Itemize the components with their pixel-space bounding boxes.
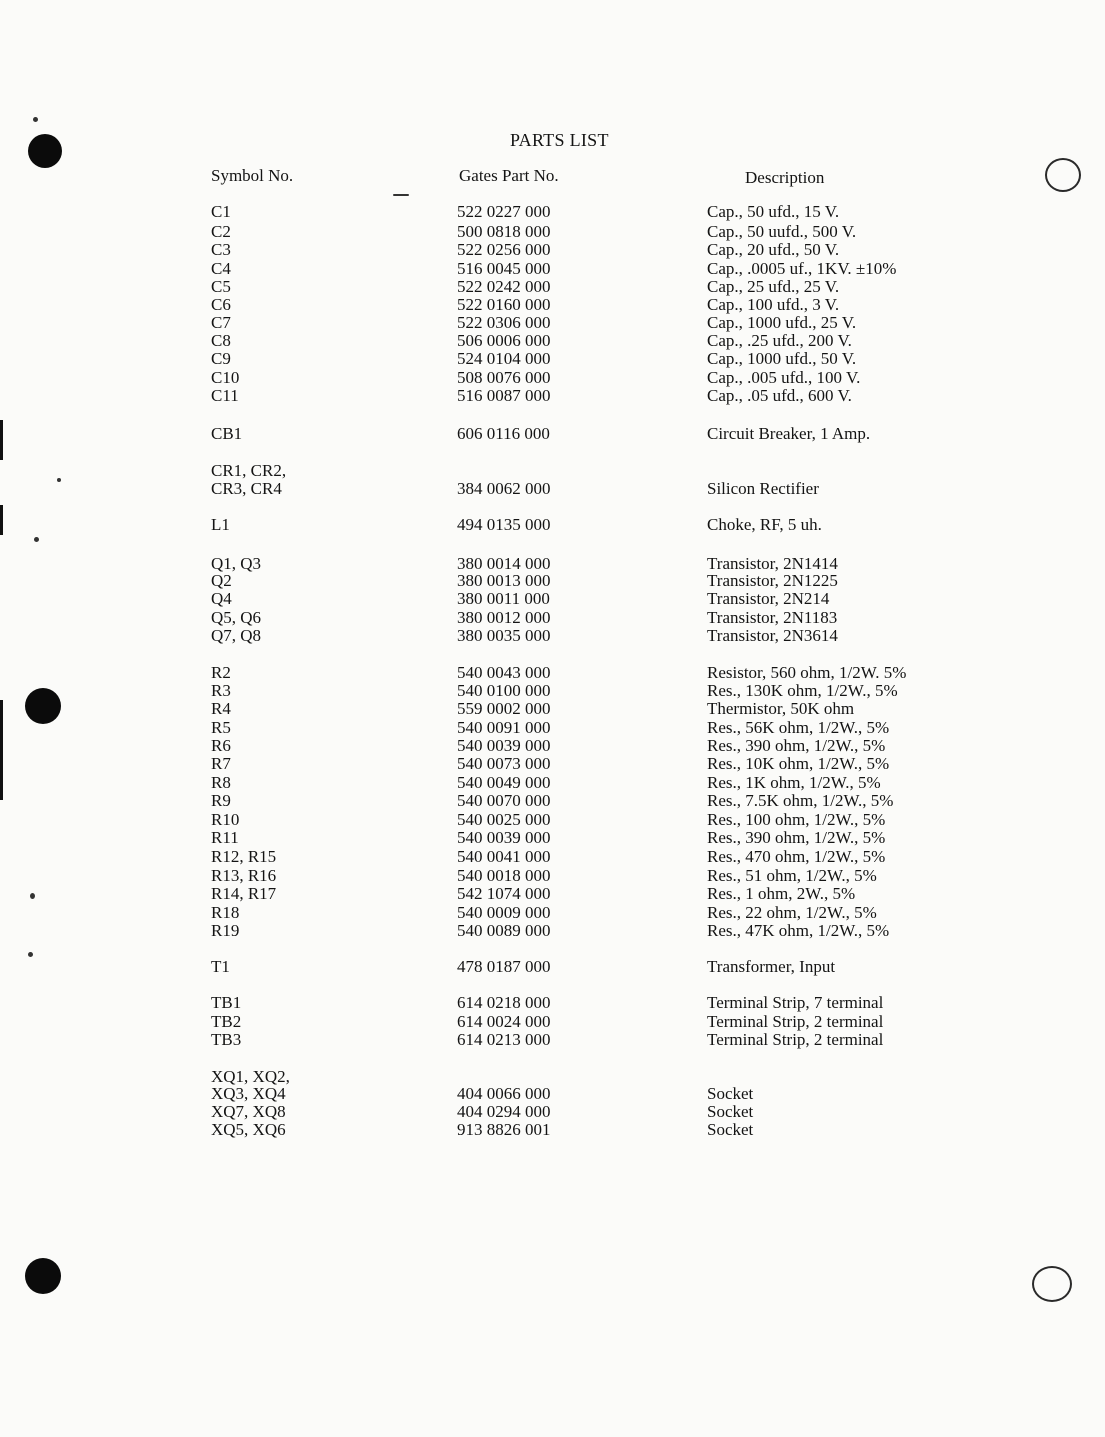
table-row	[0, 349, 1105, 368]
column-header-symbol: Symbol No.	[211, 166, 294, 185]
table-row	[0, 1084, 1105, 1103]
symbol-cell: R10	[211, 810, 240, 829]
table-row	[0, 791, 1105, 810]
description-cell: Res., 390 ohm, 1/2W., 5%	[707, 828, 886, 847]
description-cell: Cap., 50 uufd., 500 V.	[707, 222, 857, 241]
symbol-cell: XQ5, XQ6	[211, 1120, 286, 1139]
symbol-cell: T1	[211, 957, 230, 976]
part-number-cell: 913 8826 001	[457, 1120, 551, 1139]
symbol-cell: R11	[211, 828, 239, 847]
table-row	[0, 202, 1105, 221]
symbol-cell: R12, R15	[211, 847, 277, 866]
table-row	[0, 847, 1105, 866]
part-number-cell: 540 0073 000	[457, 754, 551, 773]
description-cell: Terminal Strip, 7 terminal	[707, 993, 884, 1012]
symbol-cell: XQ1, XQ2,	[211, 1067, 290, 1086]
part-number-cell: 516 0087 000	[457, 386, 551, 405]
table-row	[0, 718, 1105, 737]
symbol-cell: Q2	[211, 571, 232, 590]
part-number-cell: 506 0006 000	[457, 331, 551, 350]
part-number-cell: 508 0076 000	[457, 368, 551, 387]
description-cell: Cap., 1000 ufd., 25 V.	[707, 313, 857, 332]
description-cell: Cap., 20 ufd., 50 V.	[707, 240, 840, 259]
part-number-cell: 540 0089 000	[457, 921, 551, 940]
description-cell: Transformer, Input	[707, 957, 836, 976]
part-number-cell: 494 0135 000	[457, 515, 551, 534]
symbol-cell: CR3, CR4	[211, 479, 282, 498]
description-cell: Terminal Strip, 2 terminal	[707, 1012, 884, 1031]
table-row	[0, 222, 1105, 241]
symbol-cell: R14, R17	[211, 884, 277, 903]
table-row	[0, 773, 1105, 792]
description-cell: Res., 100 ohm, 1/2W., 5%	[707, 810, 886, 829]
description-cell: Cap., 25 ufd., 25 V.	[707, 277, 840, 296]
symbol-cell: C5	[211, 277, 231, 296]
symbol-cell: TB2	[211, 1012, 242, 1031]
symbol-cell: Q1, Q3	[211, 554, 262, 573]
description-cell: Socket	[707, 1102, 754, 1121]
symbol-cell: CR1, CR2,	[211, 461, 287, 480]
symbol-cell: C1	[211, 202, 231, 221]
part-number-cell: 380 0013 000	[457, 571, 551, 590]
table-row	[0, 295, 1105, 314]
symbol-cell: R2	[211, 663, 231, 682]
description-cell: Res., 47K ohm, 1/2W., 5%	[707, 921, 890, 940]
symbol-cell: C7	[211, 313, 231, 332]
part-number-cell: 380 0012 000	[457, 608, 551, 627]
table-row	[0, 240, 1105, 259]
table-row	[0, 589, 1105, 608]
part-number-cell: 614 0024 000	[457, 1012, 551, 1031]
part-number-cell: 404 0294 000	[457, 1102, 551, 1121]
symbol-cell: L1	[211, 515, 230, 534]
column-header-part-number: Gates Part No.	[459, 166, 559, 185]
part-number-cell: 380 0035 000	[457, 626, 551, 645]
part-number-cell: 540 0091 000	[457, 718, 551, 737]
part-number-cell: 540 0100 000	[457, 681, 551, 700]
symbol-cell: C3	[211, 240, 231, 259]
symbol-cell: C11	[211, 386, 239, 405]
description-cell: Choke, RF, 5 uh.	[707, 515, 822, 534]
part-number-cell: 540 0041 000	[457, 847, 551, 866]
part-number-cell: 540 0018 000	[457, 866, 551, 885]
symbol-cell: R3	[211, 681, 231, 700]
symbol-cell: R18	[211, 903, 240, 922]
description-cell: Res., 470 ohm, 1/2W., 5%	[707, 847, 886, 866]
table-row	[0, 571, 1105, 590]
description-cell: Cap., 1000 ufd., 50 V.	[707, 349, 857, 368]
part-number-cell: 614 0213 000	[457, 1030, 551, 1049]
part-number-cell: 540 0043 000	[457, 663, 551, 682]
description-cell: Res., 1K ohm, 1/2W., 5%	[707, 773, 881, 792]
part-number-cell: 559 0002 000	[457, 699, 551, 718]
symbol-cell: TB1	[211, 993, 242, 1012]
table-row	[0, 1012, 1105, 1031]
description-cell: Res., 10K ohm, 1/2W., 5%	[707, 754, 890, 773]
description-cell: Res., 51 ohm, 1/2W., 5%	[707, 866, 877, 885]
description-cell: Transistor, 2N1225	[707, 571, 838, 590]
table-row	[0, 884, 1105, 903]
description-cell: Res., 7.5K ohm, 1/2W., 5%	[707, 791, 894, 810]
table-row	[0, 608, 1105, 627]
description-cell: Res., 1 ohm, 2W., 5%	[707, 884, 856, 903]
table-row	[0, 331, 1105, 350]
table-row	[0, 903, 1105, 922]
symbol-cell: XQ3, XQ4	[211, 1084, 286, 1103]
description-cell: Cap., .005 ufd., 100 V.	[707, 368, 861, 387]
part-number-cell: 540 0049 000	[457, 773, 551, 792]
table-row	[0, 1120, 1105, 1139]
symbol-cell: C6	[211, 295, 231, 314]
description-cell: Transistor, 2N1183	[707, 608, 838, 627]
table-row	[0, 386, 1105, 405]
symbol-cell: CB1	[211, 424, 243, 443]
description-cell: Transistor, 2N3614	[707, 626, 838, 645]
description-cell: Socket	[707, 1120, 754, 1139]
part-number-cell: 542 1074 000	[457, 884, 551, 903]
symbol-cell: XQ7, XQ8	[211, 1102, 286, 1121]
table-row	[0, 479, 1105, 498]
symbol-cell: R8	[211, 773, 231, 792]
symbol-cell: C2	[211, 222, 231, 241]
symbol-cell: R7	[211, 754, 231, 773]
description-cell: Silicon Rectifier	[707, 479, 819, 498]
part-number-cell: 500 0818 000	[457, 222, 551, 241]
part-number-cell: 478 0187 000	[457, 957, 551, 976]
table-row	[0, 277, 1105, 296]
table-row	[0, 663, 1105, 682]
symbol-cell: R6	[211, 736, 231, 755]
part-number-cell: 380 0014 000	[457, 554, 551, 573]
part-number-cell: 380 0011 000	[457, 589, 550, 608]
symbol-cell: R4	[211, 699, 231, 718]
description-cell: Transistor, 2N1414	[707, 554, 838, 573]
description-cell: Cap., .05 ufd., 600 V.	[707, 386, 852, 405]
part-number-cell: 540 0070 000	[457, 791, 551, 810]
part-number-cell: 522 0242 000	[457, 277, 551, 296]
table-row	[0, 736, 1105, 755]
table-row	[0, 754, 1105, 773]
symbol-cell: Q5, Q6	[211, 608, 262, 627]
part-number-cell: 540 0039 000	[457, 828, 551, 847]
part-number-cell: 606 0116 000	[457, 424, 550, 443]
table-row	[0, 699, 1105, 718]
description-cell: Cap., .25 ufd., 200 V.	[707, 331, 852, 350]
table-row	[0, 957, 1105, 976]
table-row	[0, 866, 1105, 885]
table-row	[0, 461, 1105, 480]
description-cell: Res., 56K ohm, 1/2W., 5%	[707, 718, 890, 737]
table-row	[0, 1102, 1105, 1121]
description-cell: Resistor, 560 ohm, 1/2W. 5%	[707, 663, 907, 682]
table-row	[0, 810, 1105, 829]
part-number-cell: 540 0039 000	[457, 736, 551, 755]
part-number-cell: 384 0062 000	[457, 479, 551, 498]
symbol-cell: R5	[211, 718, 231, 737]
symbol-cell: Q7, Q8	[211, 626, 262, 645]
table-row	[0, 828, 1105, 847]
page-title: PARTS LIST	[510, 130, 609, 150]
symbol-cell: C10	[211, 368, 240, 387]
part-number-cell: 404 0066 000	[457, 1084, 551, 1103]
description-cell: Thermistor, 50K ohm	[707, 699, 855, 718]
part-number-cell: 522 0227 000	[457, 202, 551, 221]
symbol-cell: R13, R16	[211, 866, 277, 885]
symbol-cell: TB3	[211, 1030, 242, 1049]
table-row	[0, 626, 1105, 645]
table-row	[0, 424, 1105, 443]
part-number-cell: 522 0160 000	[457, 295, 551, 314]
table-row	[0, 368, 1105, 387]
description-cell: Res., 22 ohm, 1/2W., 5%	[707, 903, 877, 922]
table-row	[0, 1030, 1105, 1049]
symbol-cell: C4	[211, 259, 231, 278]
symbol-cell: C8	[211, 331, 231, 350]
symbol-cell: C9	[211, 349, 231, 368]
table-row	[0, 515, 1105, 534]
description-cell: Circuit Breaker, 1 Amp.	[707, 424, 871, 443]
column-header-description: Description	[745, 168, 825, 187]
table-row	[0, 993, 1105, 1012]
part-number-cell: 524 0104 000	[457, 349, 551, 368]
description-cell: Socket	[707, 1084, 754, 1103]
part-number-cell: 522 0306 000	[457, 313, 551, 332]
symbol-cell: R19	[211, 921, 240, 940]
description-cell: Res., 390 ohm, 1/2W., 5%	[707, 736, 886, 755]
description-cell: Cap., 50 ufd., 15 V.	[707, 202, 840, 221]
description-cell: Terminal Strip, 2 terminal	[707, 1030, 884, 1049]
table-row	[0, 681, 1105, 700]
description-cell: Cap., 100 ufd., 3 V.	[707, 295, 840, 314]
description-cell: Transistor, 2N214	[707, 589, 830, 608]
part-number-cell: 614 0218 000	[457, 993, 551, 1012]
part-number-cell: 522 0256 000	[457, 240, 551, 259]
table-row	[0, 259, 1105, 278]
description-cell: Res., 130K ohm, 1/2W., 5%	[707, 681, 898, 700]
part-number-cell: 516 0045 000	[457, 259, 551, 278]
part-number-cell: 540 0009 000	[457, 903, 551, 922]
table-row	[0, 313, 1105, 332]
table-row	[0, 921, 1105, 940]
symbol-cell: R9	[211, 791, 231, 810]
part-number-cell: 540 0025 000	[457, 810, 551, 829]
description-cell: Cap., .0005 uf., 1KV. ±10%	[707, 259, 897, 278]
symbol-cell: Q4	[211, 589, 232, 608]
